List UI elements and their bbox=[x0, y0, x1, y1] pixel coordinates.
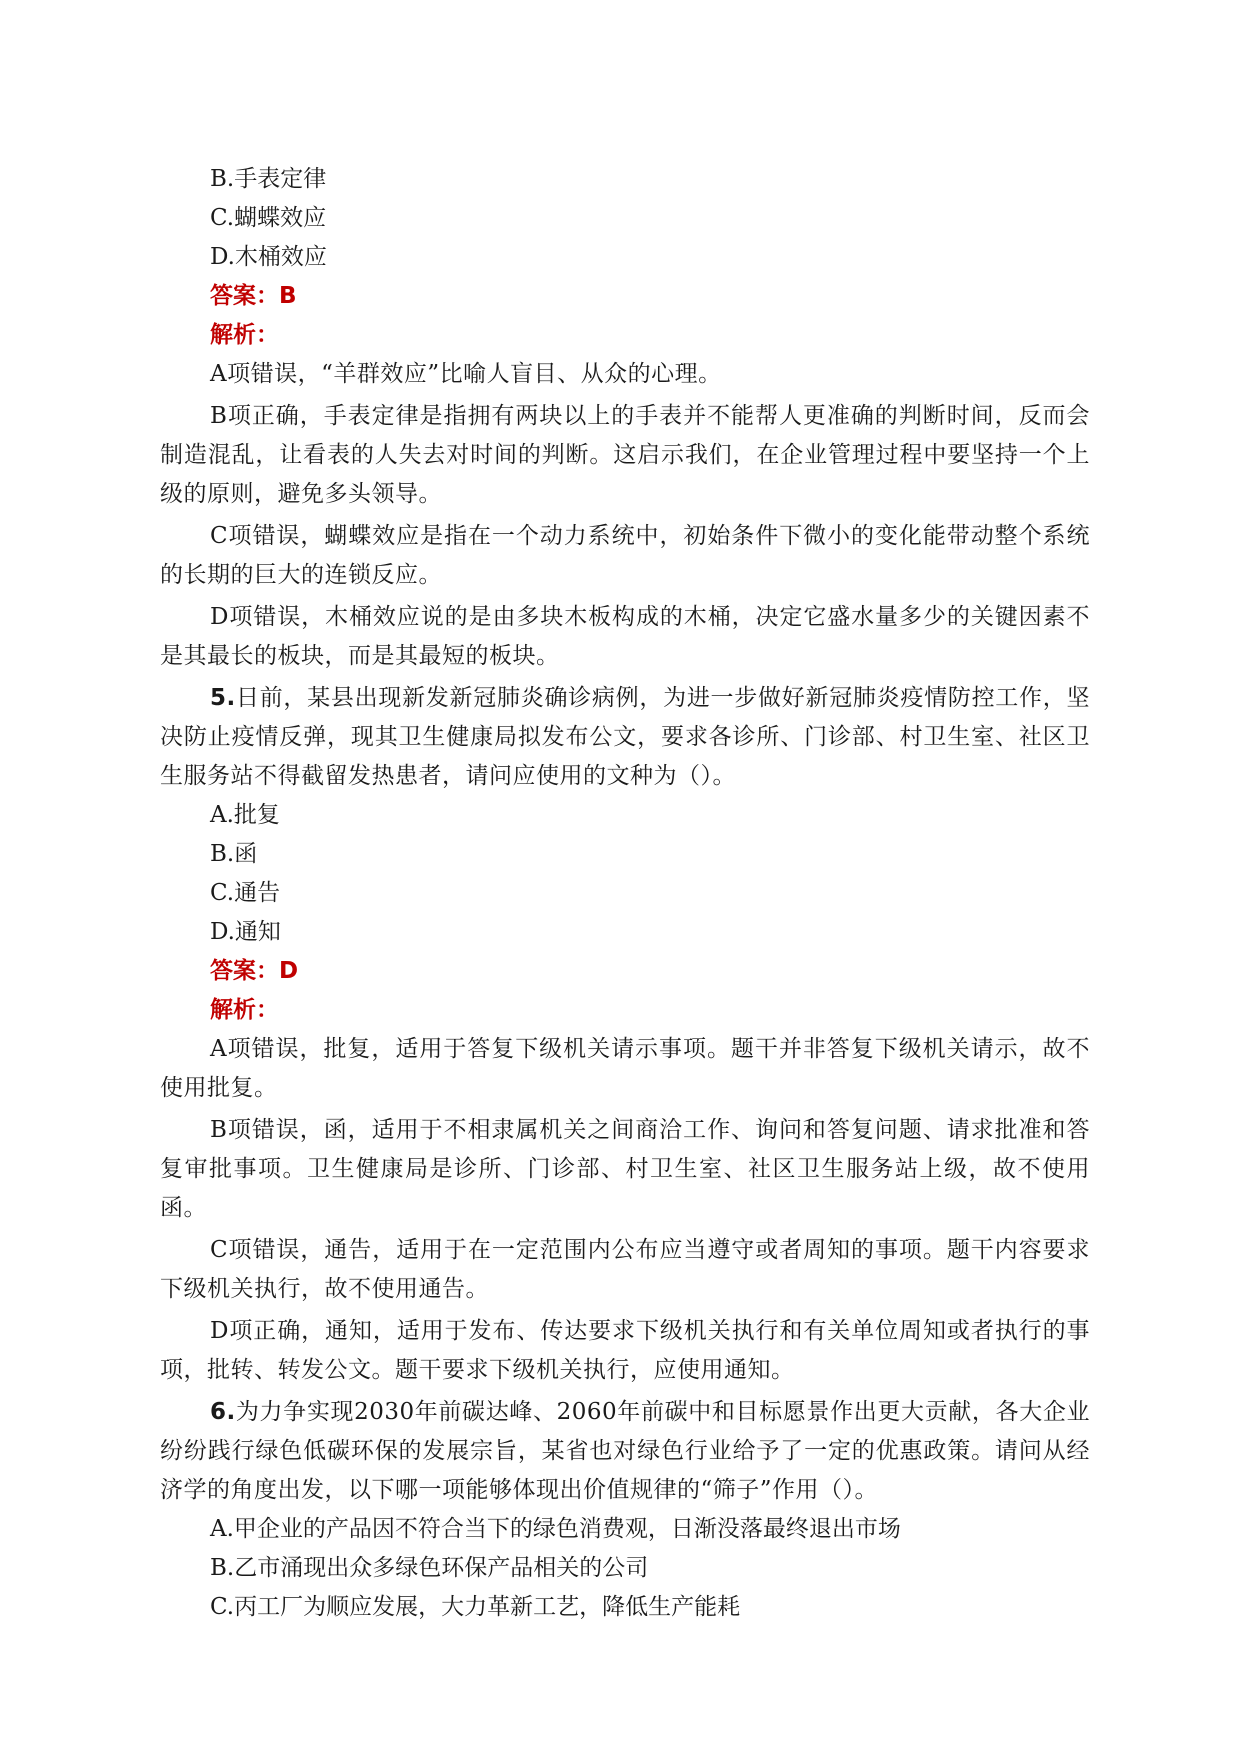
q5-option-d: D.通知 bbox=[210, 919, 281, 945]
q4-analysis-c: C项错误，蝴蝶效应是指在一个动力系统中，初始条件下微小的变化能带动整个系统的长期的巨大的连锁反应。 bbox=[160, 523, 1090, 588]
document-page bbox=[160, 160, 1090, 1627]
q5-analysis-a: A项错误，批复，适用于答复下级机关请示事项。题干并非答复下级机关请示，故不使用批复。 bbox=[160, 1036, 1090, 1101]
q6-stem-text: 为力争实现2030年前碳达峰、2060年前碳中和目标愿景作出更大贡献，各大企业纷纷践行绿色低碳环保的发展宗旨，某省也对绿色行业给予了一定的优惠政策。请问从经济学的角度出发，以下哪一项能够体现出价值规律的“筛子”作用（）。 bbox=[160, 1399, 1090, 1503]
q5-stem bbox=[160, 679, 1090, 796]
q6-number: 6. bbox=[210, 1399, 236, 1425]
q5-analysis-d: D项正确，通知，适用于发布、传达要求下级机关执行和有关单位周知或者执行的事项，批转、转发公文。题干要求下级机关执行，应使用通知。 bbox=[160, 1318, 1090, 1383]
q4-analysis-a: A项错误，“羊群效应”比喻人盲目、从众的心理。 bbox=[210, 361, 722, 387]
q5-option-b: B.函 bbox=[210, 841, 258, 867]
q5-option-a: A.批复 bbox=[210, 802, 280, 828]
q6-option-c: C.丙工厂为顺应发展，大力革新工艺，降低生产能耗 bbox=[210, 1594, 741, 1620]
q5-number: 5. bbox=[210, 685, 236, 711]
q5-analysis-label: 解析： bbox=[210, 997, 279, 1023]
q5-answer: 答案：D bbox=[210, 958, 299, 984]
q6-option-b: B.乙市涌现出众多绿色环保产品相关的公司 bbox=[210, 1555, 649, 1581]
q4-answer: 答案：B bbox=[210, 283, 297, 309]
q4-option-b: B.手表定律 bbox=[210, 166, 327, 192]
q6-stem bbox=[160, 1393, 1090, 1510]
q4-analysis-d: D项错误，木桶效应说的是由多块木板构成的木桶，决定它盛水量多少的关键因素不是其最长的板块，而是其最短的板块。 bbox=[160, 604, 1090, 669]
q5-option-c: C.通告 bbox=[210, 880, 281, 906]
q5-analysis-c: C项错误，通告，适用于在一定范围内公布应当遵守或者周知的事项。题干内容要求下级机关执行，故不使用通告。 bbox=[160, 1237, 1090, 1302]
q4-option-c: C.蝴蝶效应 bbox=[210, 205, 327, 231]
q4-analysis-label: 解析： bbox=[210, 322, 279, 348]
q4-option-d: D.木桶效应 bbox=[210, 244, 327, 270]
q5-stem-text: 日前，某县出现新发新冠肺炎确诊病例，为进一步做好新冠肺炎疫情防控工作，坚决防止疫情反弹，现其卫生健康局拟发布公文，要求各诊所、门诊部、村卫生室、社区卫生服务站不得截留发热患者，请问应使用的文种为（）。 bbox=[160, 685, 1090, 789]
q4-analysis-b: B项正确，手表定律是指拥有两块以上的手表并不能帮人更准确的判断时间，反而会制造混乱，让看表的人失去对时间的判断。这启示我们，在企业管理过程中要坚持一个上级的原则，避免多头领导。 bbox=[160, 403, 1090, 507]
q5-analysis-b: B项错误，函，适用于不相隶属机关之间商洽工作、询问和答复问题、请求批准和答复审批事项。卫生健康局是诊所、门诊部、村卫生室、社区卫生服务站上级，故不使用函。 bbox=[160, 1117, 1090, 1221]
q6-option-a: A.甲企业的产品因不符合当下的绿色消费观，日渐没落最终退出市场 bbox=[210, 1516, 901, 1542]
